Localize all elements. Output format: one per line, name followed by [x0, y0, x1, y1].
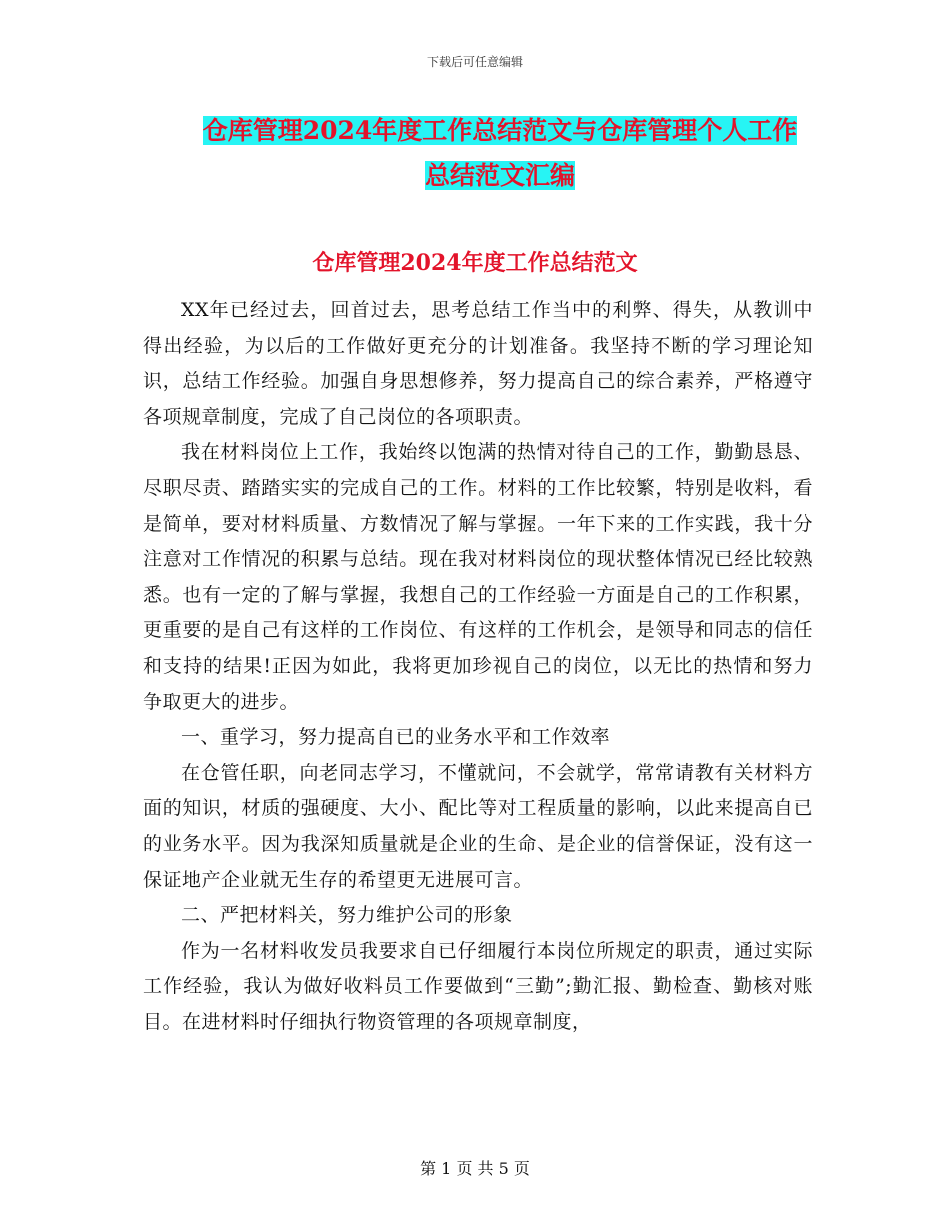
paragraph: XX年已经过去，回首过去，思考总结工作当中的利弊、得失，从教训中得出经验，为以后的工作做好更充分的计划准备。我坚持不断的学习理论知识，总结工作经验。加强自身思想修养，努力提高自己的综合素养，严格遵守各项规章制度，完成了自己岗位的各项职责。 [143, 299, 813, 428]
section-title: 仓库管理2024年度工作总结范文 [312, 250, 638, 276]
document-body [143, 293, 813, 1040]
section-heading: 二、严把材料关，努力维护公司的形象 [181, 904, 513, 927]
paragraph: 作为一名材料收发员我要求自已仔细履行本岗位所规定的职责，通过实际工作经验，我认为做好收料员工作要做到“三勤”;勤汇报、勤检查、勤核对账目。在进材料时仔细执行物资管理的各项规章制度， [143, 939, 813, 1033]
section-heading: 一、重学习，努力提高自已的业务水平和工作效率 [181, 726, 611, 749]
document-title-line-2: 总结范文汇编 [424, 161, 575, 190]
document-title-line-1: 仓库管理2024年度工作总结范文与仓库管理个人工作 [202, 116, 798, 145]
page-header: 下载后可任意编辑 [426, 55, 523, 69]
paragraph: 在仓管任职，向老同志学习，不懂就问，不会就学，常常请教有关材料方面的知识，材质的强硬度、大小、配比等对工程质量的影响，以此来提高自已的业务水平。因为我深知质量就是企业的生命、是企业的信誉保证，没有这一保证地产企业就无生存的希望更无进展可言。 [143, 761, 813, 891]
paragraph: 我在材料岗位上工作，我始终以饱满的热情对待自己的工作，勤勤恳恳、尽职尽责、踏踏实实的完成自己的工作。材料的工作比较繁，特别是收料，看是简单，要对材料质量、方数情况了解与掌握。一年下来的工作实践，我十分注意对工作情况的积累与总结。现在我对材料岗位的现状整体情况已经比较熟悉。也有一定的了解与掌握，我想自己的工作经验一方面是自己的工作积累，更重要的是自己有这样的工作岗位、有这样的工作机会，是领导和同志的信任和支持的结果!正因为如此，我将更加珍视自己的岗位，以无比的热情和努力争取更大的进步。 [143, 441, 813, 713]
page-number: 第 1 页 共 5 页 [420, 1159, 530, 1178]
document-title [140, 108, 860, 198]
